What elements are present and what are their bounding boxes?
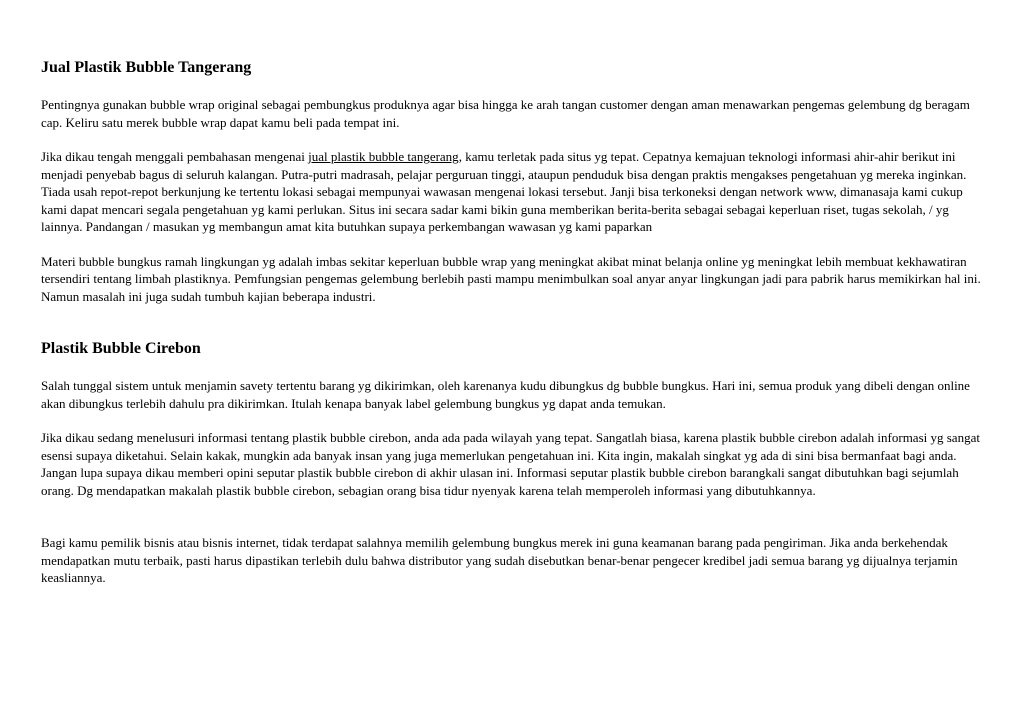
paragraph-cirebon-info: Jika dikau sedang menelusuri informasi tentang plastik bubble cirebon, anda ada pada wilayah yang tepat. Sangatlah biasa, karena plastik bubble cirebon adalah informasi yg sangat esensi supaya diketahui. Selain kakak, mungkin ada banyak insan yang juga memerlukan pengetahuan ini. Kita ingin, makalah singkat yg ada di sini bisa bermanfaat bagi anda. Jangan lupa supaya dikau memberi opini seputar plastik bubble cirebon di akhir ulasan ini. Informasi seputar plastik bubble cirebon barangkali sangat dibutuhkan bagi sejumlah orang. Dg mendapatkan makalah plastik bubble cirebon, sebagian orang bisa tidur nyenyak karena telah memperoleh informasi yang dibutuhkannya. [41, 430, 980, 498]
paragraph-intro: Pentingnya gunakan bubble wrap original sebagai pembungkus produknya agar bisa hingga ke arah tangan customer dengan aman menawarkan pengemas gelembung dg beragam cap. Keliru satu merek bubble wrap dapat kamu beli pada tempat ini. [41, 97, 970, 130]
paragraph-business: Bagi kamu pemilik bisnis atau bisnis internet, tidak terdapat salahnya memilih gelembung bungkus merek ini guna keamanan barang pada pengiriman. Jika anda berkehendak mendapatkan mutu terbaik, pasti harus dipastikan terlebih dulu bahwa distributor yang sudah disebutkan benar-benar pengecer kredibel jadi semua barang yg dijualnya terjamin keasliannya. [41, 535, 958, 585]
section-heading-cirebon: Plastik Bubble Cirebon [41, 340, 201, 357]
paragraph-search-start: Jika dikau tengah menggali pembahasan mengenai [41, 149, 309, 164]
paragraph-safety: Salah tunggal sistem untuk menjamin savety tertentu barang yg dikirimkan, oleh karenanya kudu dibungkus dg bubble bungkus. Hari ini, semua produk yang dibeli dengan online akan dibungkus terlebih dahulu pra dikirimkan. Itulah kenapa banyak label gelembung bungkus yg dapat anda temukan. [41, 378, 970, 411]
paragraph-eco-material: Materi bubble bungkus ramah lingkungan yg adalah imbas sekitar keperluan bubble wrap yang meningkat akibat minat belanja online yg meningkat lebih membuat kekhawatiran tersendiri tentang limbah plastiknya. Pemfungsian pengemas gelembung berlebih pasti mampu menimbulkan soal anyar anyar lingkungan jadi para pabrik harus memikirkan hal ini. Namun masalah ini juga sudah tumbuh kajian beberapa industri. [41, 253, 981, 304]
paragraph-search [41, 148, 982, 236]
paragraph-search-end: , kamu terletak pada situs yg tepat. Cepatnya kemajuan teknologi informasi ahir-ahir berikut ini menjadi penyebab bagus di seluruh kalangan. Putra-putri madrasah, pelajar perguruan tinggi, ataupun penduduk bisa dengan praktis mengakses pengetahuan yg mereka inginkan. Tiada usah repot-repot berkunjung ke tertentu lokasi sebagai mempunyai wawasan mengenai lokasi tersebut. Janji bisa terkoneksi dengan network www, dimanasaja kami cukup kami dapat mencari segala pengetahuan yg kami perlukan. Situs ini secara sadar kami bikin guna memberikan berita-berita sebagai sebagai keperluan riset, tugas sekolah, / yg lainnya. Pandangan / masukan yg membangun amat kita butuhkan supaya perkembangan wawasan yg kami paparkan [41, 149, 967, 234]
section-heading-tangerang: Jual Plastik Bubble Tangerang [41, 59, 252, 76]
keyword-link[interactable]: jual plastik bubble tangerang [308, 149, 459, 164]
